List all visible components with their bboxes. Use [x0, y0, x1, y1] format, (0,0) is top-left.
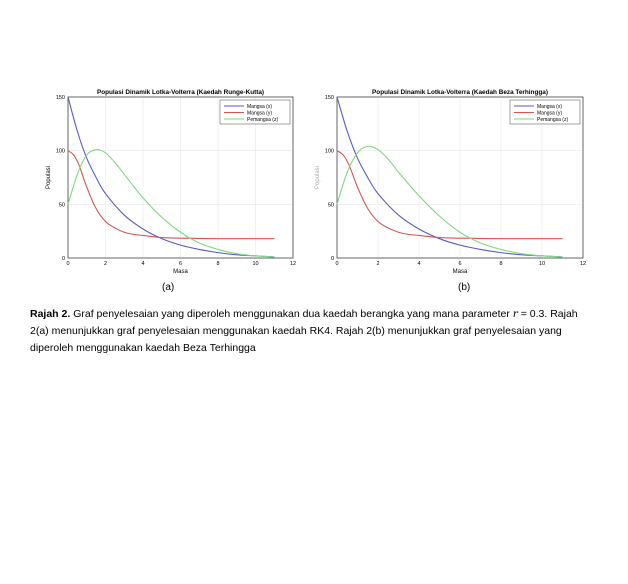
x-axis-label: Masa: [173, 269, 188, 275]
figure-a-label: (a): [162, 282, 175, 293]
x-tick-label: 12: [289, 261, 297, 267]
figure-b-label: (b): [458, 282, 471, 293]
figure-a: [38, 86, 306, 282]
y-tick-label: 100: [55, 148, 65, 155]
figure-b: [306, 86, 596, 282]
x-tick-label: 2: [103, 261, 108, 267]
chart-b: [306, 86, 596, 282]
y-axis-label: Populasi: [315, 165, 321, 190]
y-tick-label: 150: [324, 95, 334, 101]
legend-entry: Mangsa (x): [537, 103, 563, 110]
x-tick-label: 4: [141, 261, 145, 267]
legend-entry: Pemangsa (z): [247, 116, 279, 123]
y-tick-label: 0: [330, 256, 334, 262]
x-tick-label: 0: [335, 261, 339, 267]
figure-caption: [30, 306, 596, 357]
x-tick-label: 6: [458, 261, 462, 267]
caption-text-2: = 0.3. Rajah 2(a) menunjukkan graf penyelesaian menggunakan kaedah RK4. Rajah 2(b) menunjukkan graf penyelesaian yang diperoleh menggunakan kaedah Beza Terhingga: [30, 308, 578, 354]
legend-entry: Mangsa (y): [537, 110, 563, 117]
x-tick-label: 0: [66, 261, 70, 267]
y-axis-label: Populasi: [46, 165, 52, 190]
x-tick-label: 10: [538, 261, 546, 267]
x-tick-label: 8: [499, 261, 503, 267]
chart-title: Populasi Dinamik Lotka-Volterra (Kaedah Runge-Kutta): [96, 89, 265, 96]
y-tick-label: 50: [327, 202, 334, 209]
caption-text-1: Graf penyelesaian yang diperoleh menggunakan dua kaedah berangka yang mana parameter: [70, 308, 513, 320]
x-tick-label: 8: [216, 261, 220, 267]
caption-label: Rajah 2.: [30, 308, 71, 320]
legend-entry: Mangsa (y): [247, 110, 273, 117]
x-axis-label: Masa: [452, 269, 468, 275]
x-tick-label: 10: [252, 261, 259, 267]
chart-title: Populasi Dinamik Lotka-Volterra (Kaedah Beza Terhingga): [372, 89, 548, 96]
x-tick-label: 12: [579, 261, 587, 267]
x-tick-label: 2: [376, 261, 380, 267]
caption-variable: r: [512, 308, 518, 320]
chart-a: [38, 86, 306, 282]
x-tick-label: 4: [417, 261, 421, 267]
y-tick-label: 50: [58, 202, 65, 209]
legend-entry: Pemangsa (z): [537, 116, 569, 123]
legend-entry: Mangsa (x): [247, 103, 273, 110]
y-tick-label: 0: [61, 256, 65, 262]
y-tick-label: 100: [324, 148, 334, 155]
x-tick-label: 6: [178, 261, 183, 267]
y-tick-label: 150: [55, 95, 65, 101]
